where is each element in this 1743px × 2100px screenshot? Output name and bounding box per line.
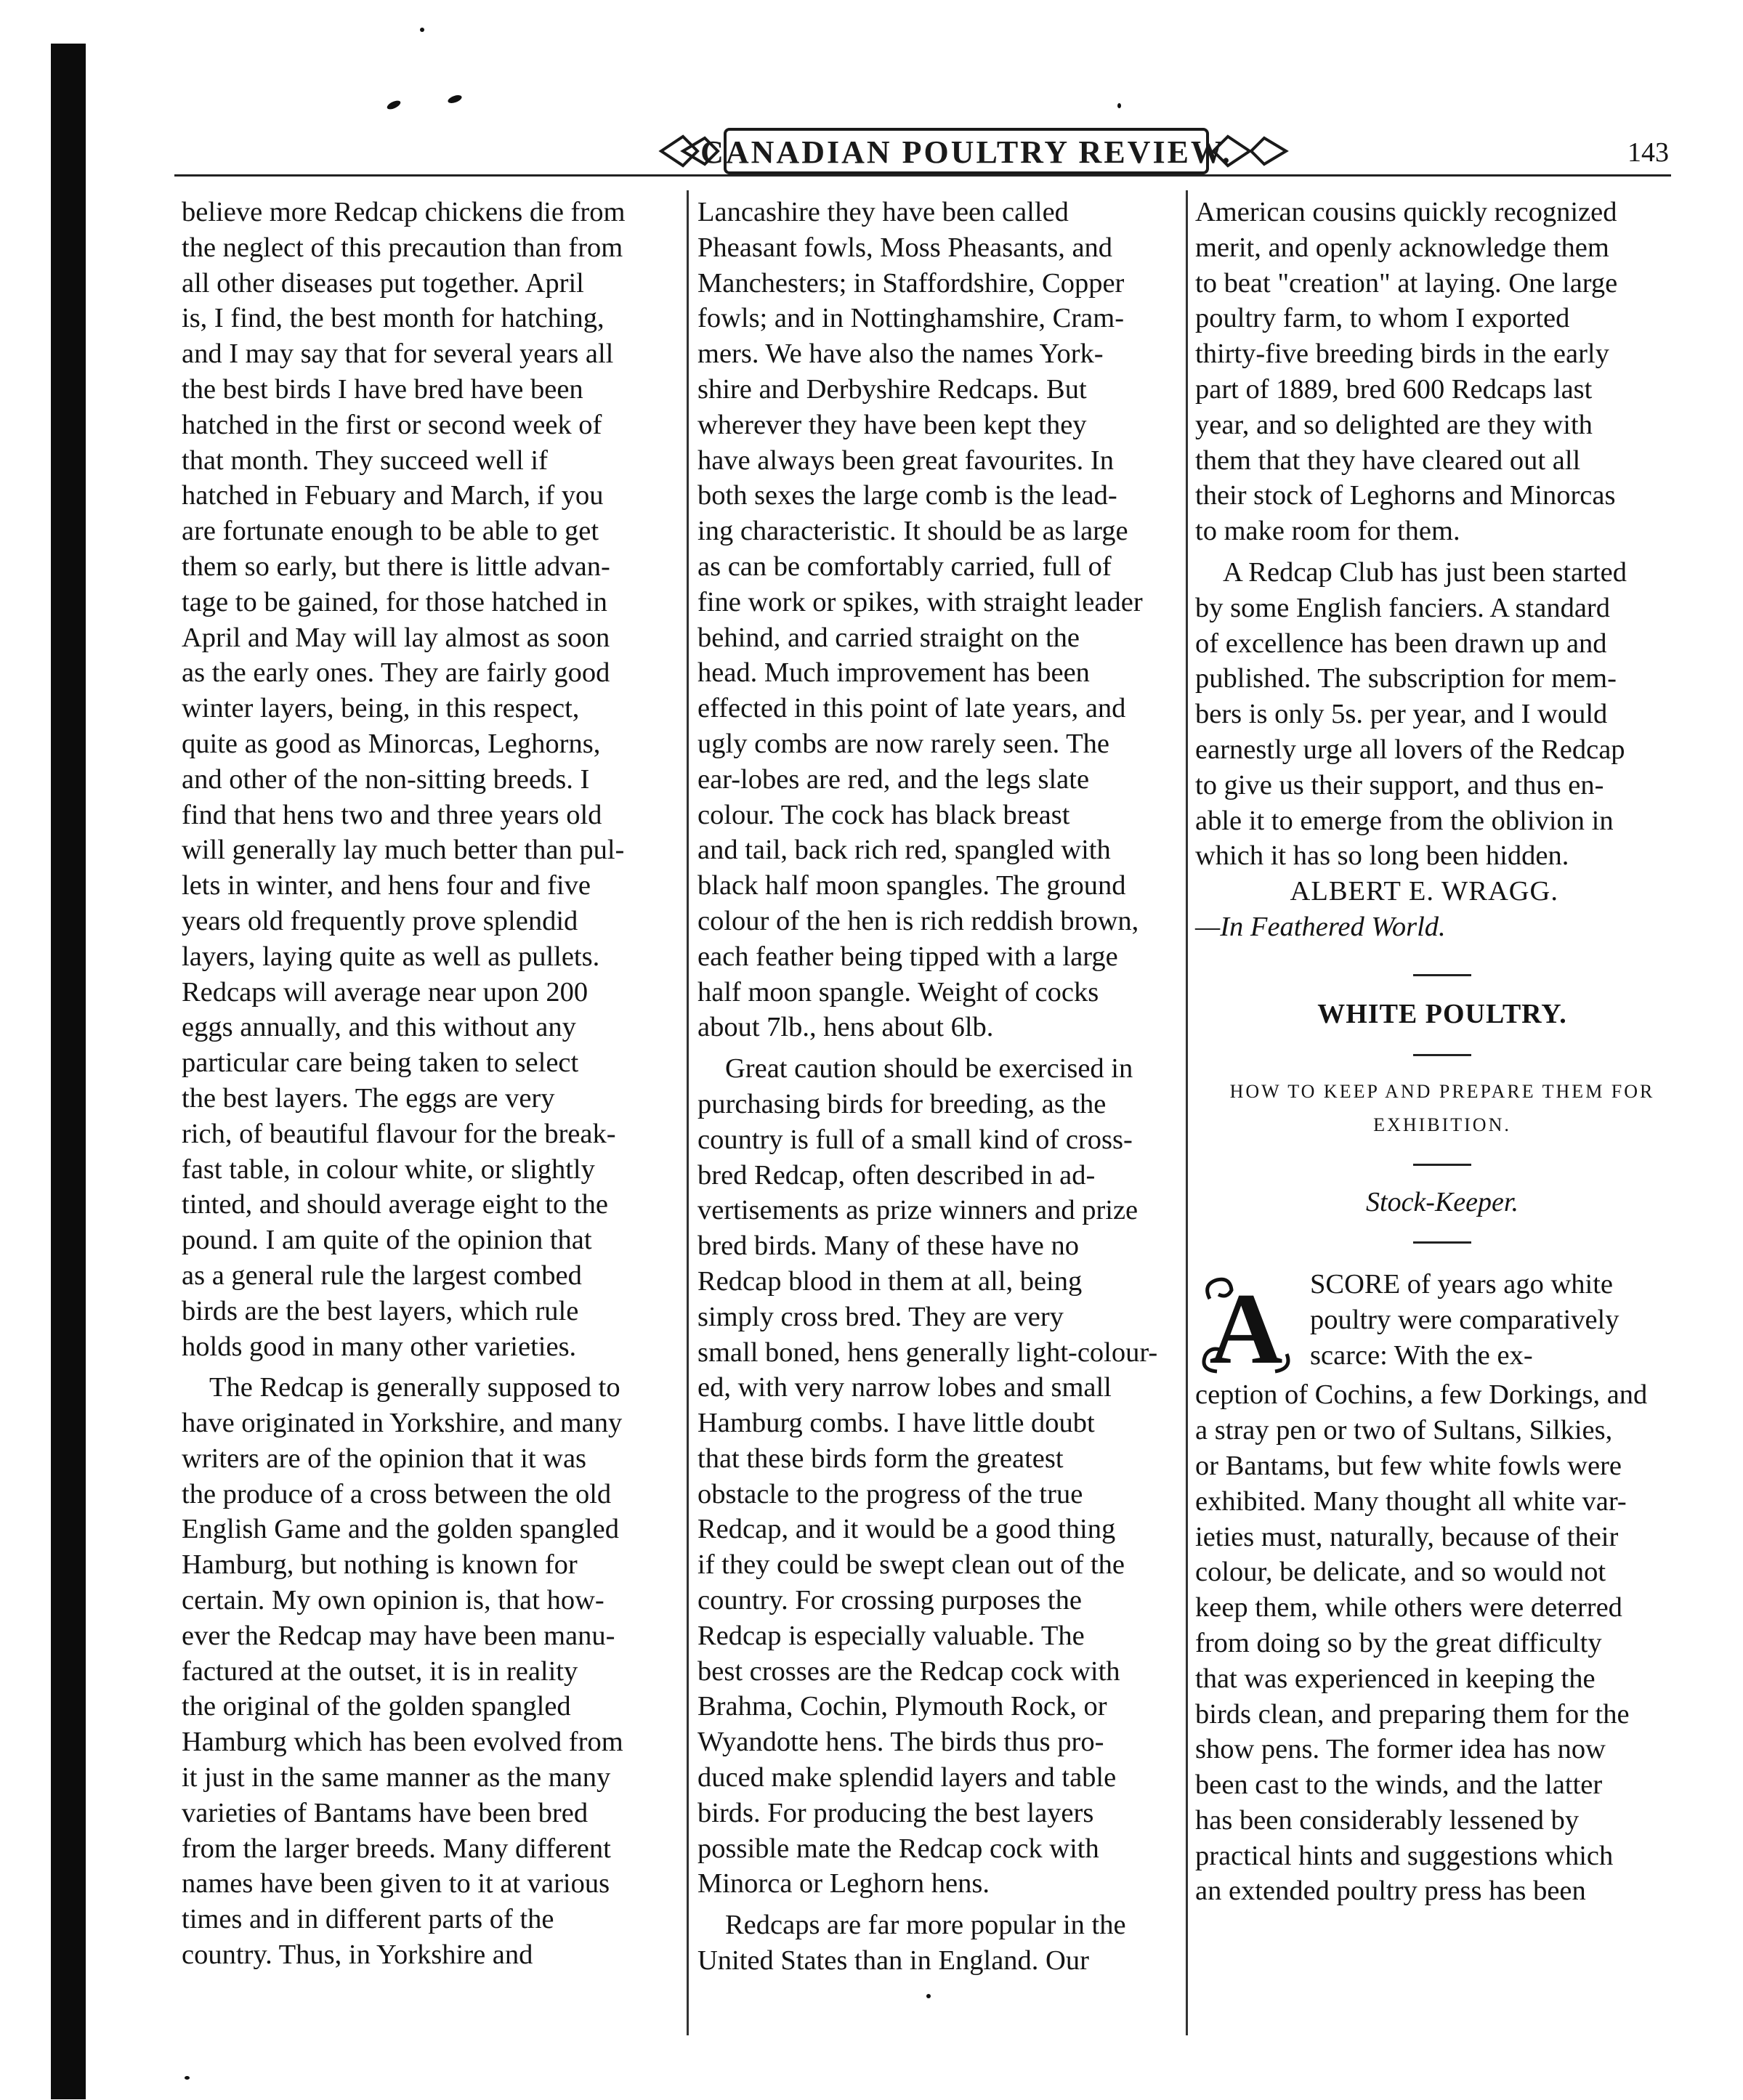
text-line: tage to be gained, for those hatched in bbox=[182, 586, 607, 617]
text-line: ception of Cochins, a few Dorkings, and bbox=[1195, 1379, 1648, 1411]
text-line: has been considerably lessened by bbox=[1195, 1804, 1580, 1836]
text-line: their stock of Leghorns and Minorcas bbox=[1195, 480, 1616, 511]
text-line: colour, be delicate, and so would not bbox=[1195, 1557, 1606, 1588]
text-line: Brahma, Cochin, Plymouth Rock, or bbox=[697, 1691, 1107, 1722]
text-line: to give us their support, and thus en- bbox=[1195, 769, 1604, 800]
text-line: The Redcap is generally supposed to bbox=[209, 1372, 620, 1403]
text-line: from the larger breeds. Many different bbox=[182, 1833, 611, 1864]
text-line: if they could be swept clean out of the bbox=[697, 1549, 1125, 1581]
text-line: particular care being taken to select bbox=[182, 1047, 579, 1079]
text-line: will generally lay much better than pul- bbox=[182, 835, 625, 866]
text-line: black half moon spangles. The ground bbox=[697, 870, 1126, 901]
author-signature: ALBERT E. WRAGG. bbox=[1290, 876, 1558, 907]
text-line: published. The subscription for mem- bbox=[1195, 663, 1617, 694]
article-opening bbox=[1195, 1267, 1689, 1909]
text-line: bred birds. Many of these have no bbox=[697, 1231, 1079, 1262]
text-line: best crosses are the Redcap cock with bbox=[697, 1655, 1120, 1687]
column-divider bbox=[687, 190, 689, 2035]
text-line: Redcaps will average near upon 200 bbox=[182, 976, 589, 1008]
text-line: Manchesters; in Staffordshire, Copper bbox=[697, 267, 1125, 299]
text-line: by some English fanciers. A standard bbox=[1195, 592, 1610, 623]
ink-speck bbox=[926, 1994, 931, 1998]
text-line: poultry farm, to whom I exported bbox=[1195, 303, 1570, 334]
section-divider bbox=[1413, 1164, 1471, 1166]
paragraph bbox=[182, 195, 676, 1364]
text-line: ieties must, naturally, because of their bbox=[1195, 1521, 1619, 1552]
section-divider bbox=[1413, 1054, 1471, 1056]
text-line: ever the Redcap may have been manu- bbox=[182, 1620, 615, 1651]
text-line: the best birds I have bred have been bbox=[182, 373, 583, 405]
text-line: country. For crossing purposes the bbox=[697, 1585, 1082, 1616]
ink-speck bbox=[1117, 103, 1121, 108]
article-source: —In Feathered World. bbox=[1195, 911, 1446, 942]
text-line: Redcap is especially valuable. The bbox=[697, 1620, 1085, 1651]
paragraph bbox=[1195, 195, 1689, 549]
text-line: the best layers. The eggs are very bbox=[182, 1082, 555, 1114]
text-line: colour. The cock has black breast bbox=[697, 799, 1070, 830]
column-left bbox=[182, 195, 676, 1973]
masthead-title: CANADIAN POULTRY REVIEW. bbox=[700, 134, 1232, 170]
text-line: merit, and openly acknowledge them bbox=[1195, 232, 1609, 263]
text-line: practical hints and suggestions which bbox=[1195, 1840, 1614, 1871]
text-line: wherever they have been kept they bbox=[697, 409, 1087, 440]
text-line: effected in this point of late years, and bbox=[697, 693, 1126, 724]
text-line: and tail, back rich red, spangled with bbox=[697, 835, 1111, 866]
paragraph bbox=[697, 195, 1192, 1045]
text-line: small boned, hens generally light-colour- bbox=[697, 1337, 1158, 1368]
section-subtitle: HOW TO KEEP AND PREPARE THEM FOR EXHIBITION. bbox=[1229, 1080, 1655, 1135]
text-line: simply cross bred. They are very bbox=[697, 1301, 1064, 1332]
text-line: fast table, in colour white, or slightly bbox=[182, 1154, 595, 1185]
text-line: lets in winter, and hens four and five bbox=[182, 870, 591, 901]
text-line: as a general rule the largest combed bbox=[182, 1260, 582, 1291]
drop-cap bbox=[1195, 1270, 1297, 1377]
text-line: part of 1889, bred 600 Redcaps last bbox=[1195, 373, 1593, 405]
text-line: are fortunate enough to be able to get bbox=[182, 516, 599, 547]
text-line: Pheasant fowls, Moss Pheasants, and bbox=[697, 232, 1113, 263]
text-line: ear-lobes are red, and the legs slate bbox=[697, 763, 1090, 795]
paragraph bbox=[697, 1051, 1192, 1902]
text-line: fine work or spikes, with straight leader bbox=[697, 586, 1143, 617]
text-line: tinted, and should average eight to the bbox=[182, 1189, 608, 1220]
text-line: United States than in England. Our bbox=[697, 1945, 1089, 1977]
text-line: that these birds form the greatest bbox=[697, 1443, 1064, 1474]
text-line: A Redcap Club has just been started bbox=[1223, 556, 1627, 588]
text-line: eggs annually, and this without any bbox=[182, 1012, 576, 1043]
text-line: half moon spangle. Weight of cocks bbox=[697, 976, 1099, 1008]
text-line: exhibited. Many thought all white var- bbox=[1195, 1485, 1627, 1517]
text-line: believe more Redcap chickens die from bbox=[182, 197, 626, 227]
text-line: country. Thus, in Yorkshire and bbox=[182, 1939, 533, 1971]
section-divider bbox=[1413, 1241, 1471, 1244]
text-line: behind, and carried straight on the bbox=[697, 622, 1080, 653]
text-line: an extended poultry press has been bbox=[1195, 1876, 1586, 1907]
text-line: of excellence has been drawn up and bbox=[1195, 628, 1607, 659]
text-line: have always been great favourites. In bbox=[697, 445, 1114, 476]
text-line: English Game and the golden spangled bbox=[182, 1514, 619, 1545]
text-line: rich, of beautiful flavour for the break- bbox=[182, 1118, 616, 1149]
text-line: ugly combs are now rarely seen. The bbox=[697, 728, 1109, 759]
column-middle bbox=[697, 195, 1192, 1979]
text-line: American cousins quickly recognized bbox=[1195, 197, 1617, 227]
section-source: Stock-Keeper. bbox=[1366, 1186, 1518, 1217]
text-line: both sexes the large comb is the lead- bbox=[697, 480, 1117, 511]
text-line: is, I find, the best month for hatching, bbox=[182, 303, 604, 334]
text-line: Minorca or Leghorn hens. bbox=[697, 1868, 990, 1900]
text-line: have originated in Yorkshire, and many bbox=[182, 1408, 623, 1439]
text-line: Redcap, and it would be a good thing bbox=[697, 1514, 1116, 1545]
text-line: year, and so delighted are they with bbox=[1195, 409, 1593, 440]
text-line: about 7lb., hens about 6lb. bbox=[697, 1012, 994, 1043]
text-line: possible mate the Redcap cock with bbox=[697, 1833, 1099, 1864]
text-line: that was experienced in keeping the bbox=[1195, 1663, 1596, 1694]
text-line: that month. They succeed well if bbox=[182, 445, 548, 476]
page-number: 143 bbox=[1627, 137, 1669, 168]
text-line: the neglect of this precaution than from bbox=[182, 232, 623, 263]
text-line: all other diseases put together. April bbox=[182, 267, 584, 299]
masthead-ornament-icon bbox=[654, 122, 1293, 180]
text-line: bred Redcap, often described in ad- bbox=[697, 1159, 1096, 1191]
text-line: colour of the hen is rich reddish brown, bbox=[697, 905, 1139, 936]
binding-shadow bbox=[51, 44, 86, 2099]
text-line: from doing so by the great difficulty bbox=[1195, 1627, 1602, 1658]
text-line: Hamburg which has been evolved from bbox=[182, 1727, 623, 1758]
text-line: shire and Derbyshire Redcaps. But bbox=[697, 373, 1087, 405]
section-divider bbox=[1413, 974, 1471, 976]
text-line: names have been given to it at various bbox=[182, 1868, 610, 1900]
text-line: vertisements as prize winners and prize bbox=[697, 1195, 1139, 1226]
text-line: find that hens two and three years old bbox=[182, 799, 602, 830]
text-line: country is full of a small kind of cross- bbox=[697, 1124, 1133, 1155]
text-line: birds clean, and preparing them for the bbox=[1195, 1698, 1630, 1730]
text-line: Redcap blood in them at all, being bbox=[697, 1265, 1083, 1297]
text-line: as the early ones. They are fairly good bbox=[182, 657, 610, 689]
text-line: varieties of Bantams have been bred bbox=[182, 1797, 589, 1828]
text-line: head. Much improvement has been bbox=[697, 657, 1090, 689]
ornamental-initial-icon bbox=[1195, 1270, 1297, 1377]
text-line: Hamburg, but nothing is known for bbox=[182, 1549, 578, 1581]
text-line: ed, with very narrow lobes and small bbox=[697, 1372, 1112, 1403]
text-line: times and in different parts of the bbox=[182, 1904, 554, 1935]
header-rule bbox=[174, 174, 1671, 177]
text-line: been cast to the winds, and the latter bbox=[1195, 1769, 1603, 1801]
text-line: hatched in Febuary and March, if you bbox=[182, 480, 604, 511]
masthead bbox=[654, 122, 1293, 180]
text-line: fowls; and in Nottinghamshire, Cram- bbox=[697, 303, 1125, 334]
text-line: layers, laying quite as well as pullets. bbox=[182, 941, 600, 972]
text-line: years old frequently prove splendid bbox=[182, 905, 578, 936]
text-line: writers are of the opinion that it was bbox=[182, 1443, 587, 1474]
text-line: bers is only 5s. per year, and I would bbox=[1195, 699, 1608, 730]
text-line: poultry were comparatively bbox=[1310, 1305, 1619, 1336]
text-line: the original of the golden spangled bbox=[182, 1691, 571, 1722]
paragraph bbox=[1195, 555, 1689, 874]
text-line: birds. For producing the best layers bbox=[697, 1797, 1094, 1828]
drop-cap-letter: A bbox=[1209, 1273, 1283, 1378]
ink-speck bbox=[386, 99, 402, 111]
text-line: purchasing birds for breeding, as the bbox=[697, 1088, 1107, 1119]
text-line: them that they have cleared out all bbox=[1195, 445, 1581, 476]
text-line: Wyandotte hens. The birds thus pro- bbox=[697, 1727, 1104, 1758]
text-line: to beat "creation" at laying. One large bbox=[1195, 267, 1618, 299]
text-line: as can be comfortably carried, full of bbox=[697, 551, 1112, 582]
text-line: a stray pen or two of Sultans, Silkies, bbox=[1195, 1415, 1613, 1446]
text-line: earnestly urge all lovers of the Redcap bbox=[1195, 734, 1625, 765]
text-line: show pens. The former idea has now bbox=[1195, 1734, 1606, 1765]
column-right bbox=[1195, 195, 1689, 1909]
text-line: winter layers, being, in this respect, bbox=[182, 693, 580, 724]
text-line: birds are the best layers, which rule bbox=[182, 1295, 579, 1326]
ink-speck bbox=[185, 2076, 190, 2080]
text-line: Redcaps are far more popular in the bbox=[725, 1910, 1126, 1941]
text-line: which it has so long been hidden. bbox=[1195, 840, 1569, 872]
text-line: or Bantams, but few white fowls were bbox=[1195, 1450, 1622, 1481]
text-line: scarce: With the ex- bbox=[1310, 1339, 1533, 1371]
text-line: each feather being tipped with a large bbox=[697, 941, 1118, 972]
text-line: certain. My own opinion is, that how- bbox=[182, 1585, 604, 1616]
ink-speck bbox=[447, 94, 463, 105]
paragraph bbox=[182, 1370, 676, 1973]
text-line: Great caution should be exercised in bbox=[725, 1053, 1133, 1085]
text-line: keep them, while others were deterred bbox=[1195, 1592, 1622, 1623]
text-line: and other of the non-sitting breeds. I bbox=[182, 763, 590, 795]
paragraph bbox=[697, 1908, 1192, 1979]
text-line: the produce of a cross between the old bbox=[182, 1478, 612, 1509]
text-line: factured at the outset, it is in reality bbox=[182, 1655, 578, 1687]
text-line: to make room for them. bbox=[1195, 516, 1460, 547]
ink-speck bbox=[420, 28, 424, 32]
text-line: them so early, but there is little advan- bbox=[182, 551, 610, 582]
text-line: pound. I am quite of the opinion that bbox=[182, 1225, 592, 1256]
text-line: hatched in the first or second week of bbox=[182, 409, 602, 440]
text-line: quite as good as Minorcas, Leghorns, bbox=[182, 728, 601, 759]
text-line: April and May will lay almost as soon bbox=[182, 622, 610, 653]
text-line: and I may say that for several years all bbox=[182, 338, 614, 370]
text-line: able it to emerge from the oblivion in bbox=[1195, 805, 1614, 836]
text-line: holds good in many other varieties. bbox=[182, 1331, 577, 1362]
section-title: WHITE POULTRY. bbox=[1317, 998, 1567, 1029]
text-line: obstacle to the progress of the true bbox=[697, 1478, 1083, 1509]
text-line: it just in the same manner as the many bbox=[182, 1762, 611, 1793]
text-line: Hamburg combs. I have little doubt bbox=[697, 1408, 1095, 1439]
text-line: duced make splendid layers and table bbox=[697, 1762, 1117, 1793]
text-line: ing characteristic. It should be as large bbox=[697, 516, 1128, 547]
text-line: SCORE of years ago white bbox=[1310, 1269, 1614, 1300]
text-line: mers. We have also the names York- bbox=[697, 338, 1104, 370]
text-line: thirty-five breeding birds in the early bbox=[1195, 338, 1609, 370]
text-line: Lancashire they have been called bbox=[697, 197, 1069, 227]
